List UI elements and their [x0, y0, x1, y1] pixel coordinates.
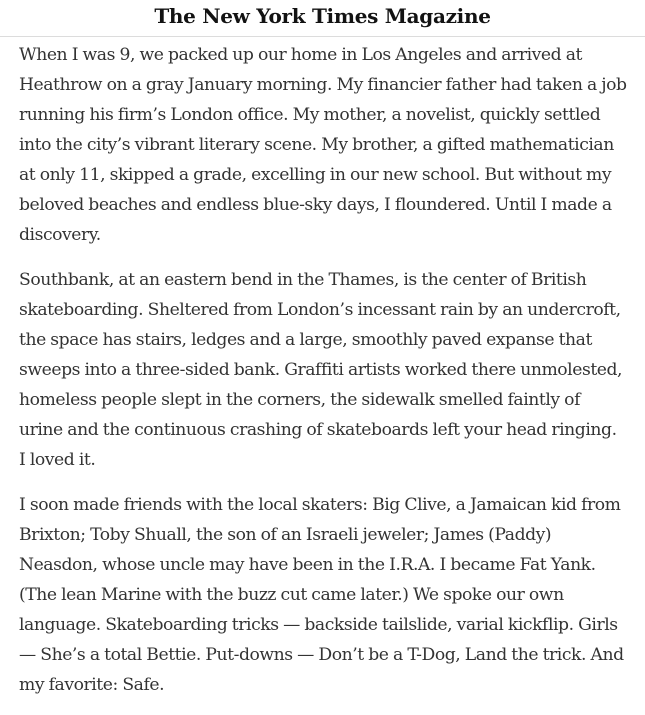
- masthead: [0, 0, 645, 37]
- article-paragraph: Southbank, at an eastern bend in the Thames, is the center of British skateboarding. Sheltered from London’s incessant rain by an undercroft, the space has stairs, ledges and a large, smoothly paved expanse that sweeps into a three-sided bank. Graffiti artists worked there unmolested, homeless people slept in the corners, the sidewalk smelled faintly of urine and the continuous crashing of skateboards left your head ringing. I loved it.: [19, 270, 623, 470]
- article-body: [19, 40, 627, 715]
- article-paragraph: When I was 9, we packed up our home in Los Angeles and arrived at Heathrow on a gray January morning. My financier father had taken a job running his firm’s London office. My mother, a novelist, quickly settled into the city’s vibrant literary scene. My brother, a gifted mathematician at only 11, skipped a grade, excelling in our new school. But without my beloved beaches and endless blue-sky days, I floundered. Until I made a discovery.: [19, 45, 627, 245]
- article-paragraph: I soon made friends with the local skaters: Big Clive, a Jamaican kid from Brixton; Toby Shuall, the son of an Israeli jeweler; James (Paddy) Neasdon, whose uncle may have been in the I.R.A. I became Fat Yank. (The lean Marine with the buzz cut came later.) We spoke our own language. Skateboarding tricks — backside tailslide, varial kickflip. Girls — She’s a total Bettie. Put-downs — Don’t be a T-Dog, Land the trick. And my favorite: Safe.: [19, 495, 624, 695]
- nyt-magazine-logo[interactable]: The New York Times Magazine: [154, 4, 491, 28]
